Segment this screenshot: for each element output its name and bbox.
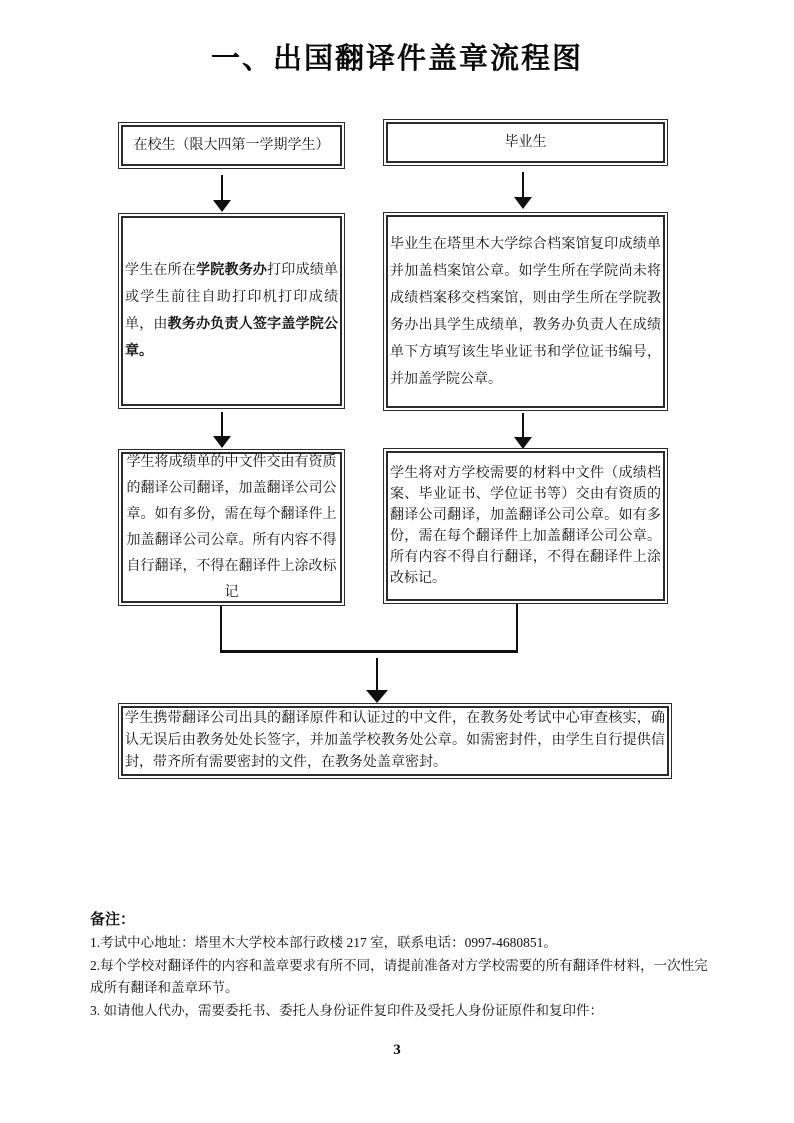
flow-box-inner	[121, 125, 342, 166]
flow-box-text: 学生将成绩单的中文件交由有资质的翻译公司翻译，加盖翻译公司公章。如有多份，需在每个翻译件上加盖翻译公司公章。所有内容不得自行翻译，不得在翻译件上涂改标记	[126, 454, 337, 600]
down-arrow-icon	[213, 175, 231, 212]
arrow-shaft	[221, 412, 223, 436]
notes-section	[90, 908, 708, 1022]
flow-box-final-sealing	[118, 703, 672, 779]
flow-box-text: 在校生（限大四第一学期学生）	[133, 137, 330, 153]
flow-box-inner	[386, 122, 665, 163]
flow-box-inner	[386, 451, 665, 601]
arrow-shaft	[376, 658, 378, 690]
arrow-shaft	[522, 413, 524, 437]
connector-line-horizontal	[220, 650, 518, 653]
flow-box-text: 学生将对方学校需要的材料中文件（成绩档案、毕业证书、学位证书等）交由有资质的翻译公司翻译，加盖翻译公司公章。如有多份，需在每个翻译件上加盖翻译公司公章。所有内容不得自行翻译，不得在翻译件上涂改标记。	[390, 466, 661, 586]
note-item-1: 1.考试中心地址：塔里木大学校本部行政楼 217 室，联系电话：0997-4680851。	[90, 935, 557, 950]
arrow-head	[213, 436, 231, 448]
arrow-shaft	[522, 172, 524, 197]
note-item-3: 3. 如请他人代办，需要委托书、委托人身份证件复印件及受托人身份证原件和复印件：	[90, 1002, 603, 1018]
flow-box-text: 毕业生	[504, 134, 547, 150]
flow-box-inner	[121, 706, 669, 776]
down-arrow-icon	[514, 413, 532, 449]
flow-box-print-transcript	[118, 213, 345, 409]
arrow-head	[514, 197, 532, 209]
down-arrow-icon	[514, 172, 532, 209]
arrow-head	[366, 690, 388, 703]
down-arrow-icon	[366, 658, 388, 703]
down-arrow-icon	[213, 412, 231, 448]
arrow-head	[213, 200, 231, 212]
page-title: 一、出国翻译件盖章流程图	[210, 43, 583, 75]
flow-box-current-students	[118, 122, 345, 169]
note-item-2: 2.每个学校对翻译件的内容和盖章要求有所不同，请提前准备对方学校需要的所有翻译件材料，一次性完成所有翻译和盖章环节。	[90, 957, 708, 995]
flow-box-text: 学生在所在学院教务办打印成绩单或学生前往自助打印机打印成绩单，由教务办负责人签字盖学院公章。	[125, 263, 339, 359]
flow-box-inner	[121, 216, 342, 406]
connector-line-right	[516, 604, 518, 652]
flow-box-text: 学生携带翻译公司出具的翻译原件和认证过的中文件，在教务处考试中心审查核实，确认无误后由教务处处长签字，并加盖学校教务处公章。如需密封件，由学生自行提供信封，带齐所有需要密封的文件，在教务处盖章密封。	[125, 711, 665, 770]
connector-line-left	[220, 606, 222, 652]
flow-box-translation-right	[383, 448, 668, 604]
flow-box-translation-left	[118, 449, 345, 606]
notes-heading: 备注：	[90, 912, 136, 928]
page-number: 3	[393, 1042, 401, 1058]
arrow-shaft	[221, 175, 223, 200]
flow-box-archive-copy	[383, 212, 668, 411]
flow-box-graduates	[383, 119, 668, 166]
flow-box-inner	[386, 215, 665, 408]
flow-box-inner	[121, 452, 342, 603]
flow-box-text: 毕业生在塔里木大学综合档案馆复印成绩单并加盖档案馆公章。如学生所在学院尚未将成绩档案移交档案馆，则由学生所在学院教务办出具学生成绩单，教务办负责人在成绩单下方填写该生毕业证书和学位证书编号，并加盖学院公章。	[390, 236, 661, 387]
